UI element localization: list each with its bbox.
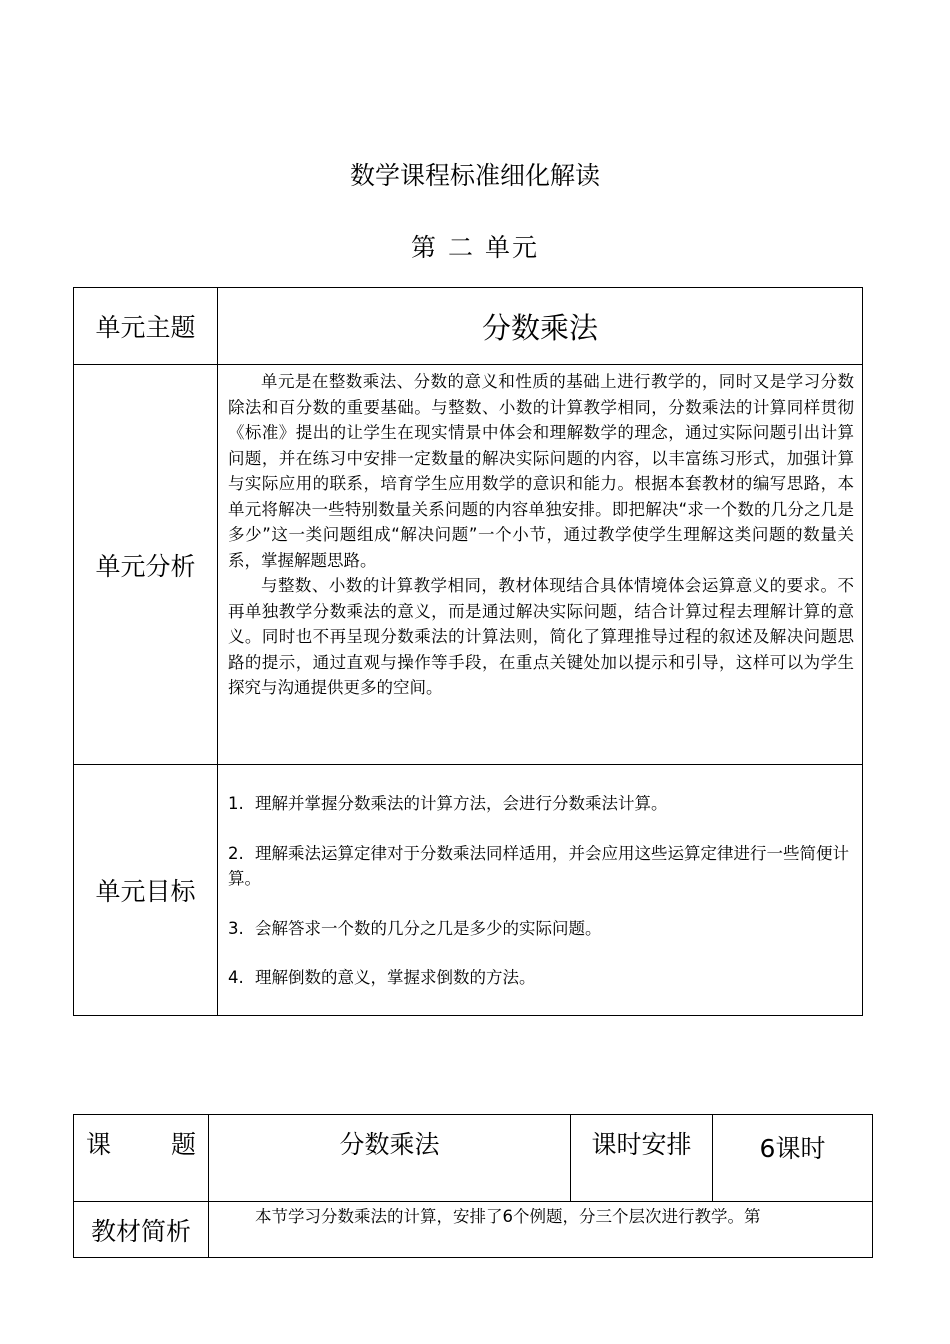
unit-table xyxy=(73,287,863,1016)
schedule-value: 6课时 xyxy=(713,1115,873,1202)
goal-item xyxy=(228,916,854,942)
goal-item xyxy=(228,965,854,991)
analysis-label: 单元分析 xyxy=(74,365,218,765)
topic-label-left: 课 xyxy=(86,1130,112,1159)
analysis-text xyxy=(218,365,863,765)
goals-list xyxy=(218,765,863,1016)
brief-label: 教材简析 xyxy=(74,1202,209,1258)
schedule-label: 课时安排 xyxy=(571,1115,713,1202)
goal-number: 1. xyxy=(228,794,244,813)
topic-label-right: 题 xyxy=(170,1130,196,1159)
goal-text: 理解乘法运算定律对于分数乘法同样适用，并会应用这些运算定律进行一些简便计算。 xyxy=(228,843,849,888)
topic-value: 分数乘法 xyxy=(209,1115,571,1202)
document-title: 数学课程标准细化解读 xyxy=(349,161,600,190)
goal-item xyxy=(228,841,854,892)
goal-number: 4. xyxy=(228,968,244,987)
goal-number: 2. xyxy=(228,843,244,863)
analysis-paragraph: 单元是在整数乘法、分数的意义和性质的基础上进行教学的，同时又是学习分数除法和百分数的重要基础。与整数、小数的计算教学相同，分数乘法的计算同样贯彻《标准》提出的让学生在现实情景中体会和理解数学的理念，通过实际问题引出计算问题，并在练习中安排一定数量的解决实际问题的内容，以丰富练习形式，加强计算与实际应用的联系，培育学生应用数学的意识和能力。根据本套教材的编写思路，本单元将解决一些特别数量关系问题的内容单独安排。即把解决“求一个数的几分之几是多少”这一类问题组成“解决问题”一个小节，通过教学使学生理解这类问题的数量关系，掌握解题思路。 xyxy=(228,372,854,570)
theme-label: 单元主题 xyxy=(74,288,218,365)
goal-text: 理解并掌握分数乘法的计算方法，会进行分数乘法计算。 xyxy=(255,794,668,813)
theme-value: 分数乘法 xyxy=(218,288,863,365)
goal-text: 会解答求一个数的几分之几是多少的实际问题。 xyxy=(255,918,602,938)
goal-text: 理解倒数的意义，掌握求倒数的方法。 xyxy=(255,968,536,987)
unit-heading: 第 二 单元 xyxy=(411,233,539,262)
lesson-table xyxy=(73,1114,873,1258)
goal-item xyxy=(228,791,854,817)
goals-label: 单元目标 xyxy=(74,765,218,1016)
analysis-paragraph: 与整数、小数的计算教学相同，教材体现结合具体情境体会运算意义的要求。不再单独教学分数乘法的意义，而是通过解决实际问题，结合计算过程去理解计算的意义。同时也不再呈现分数乘法的计算法则，简化了算理推导过程的叙述及解决问题思路的提示，通过直观与操作等手段，在重点关键处加以提示和引导，这样可以为学生探究与沟通提供更多的空间。 xyxy=(228,576,854,697)
topic-label xyxy=(74,1115,209,1202)
brief-text: 本节学习分数乘法的计算，安排了6个例题，分三个层次进行教学。第 xyxy=(209,1202,873,1258)
goal-number: 3. xyxy=(228,918,244,938)
